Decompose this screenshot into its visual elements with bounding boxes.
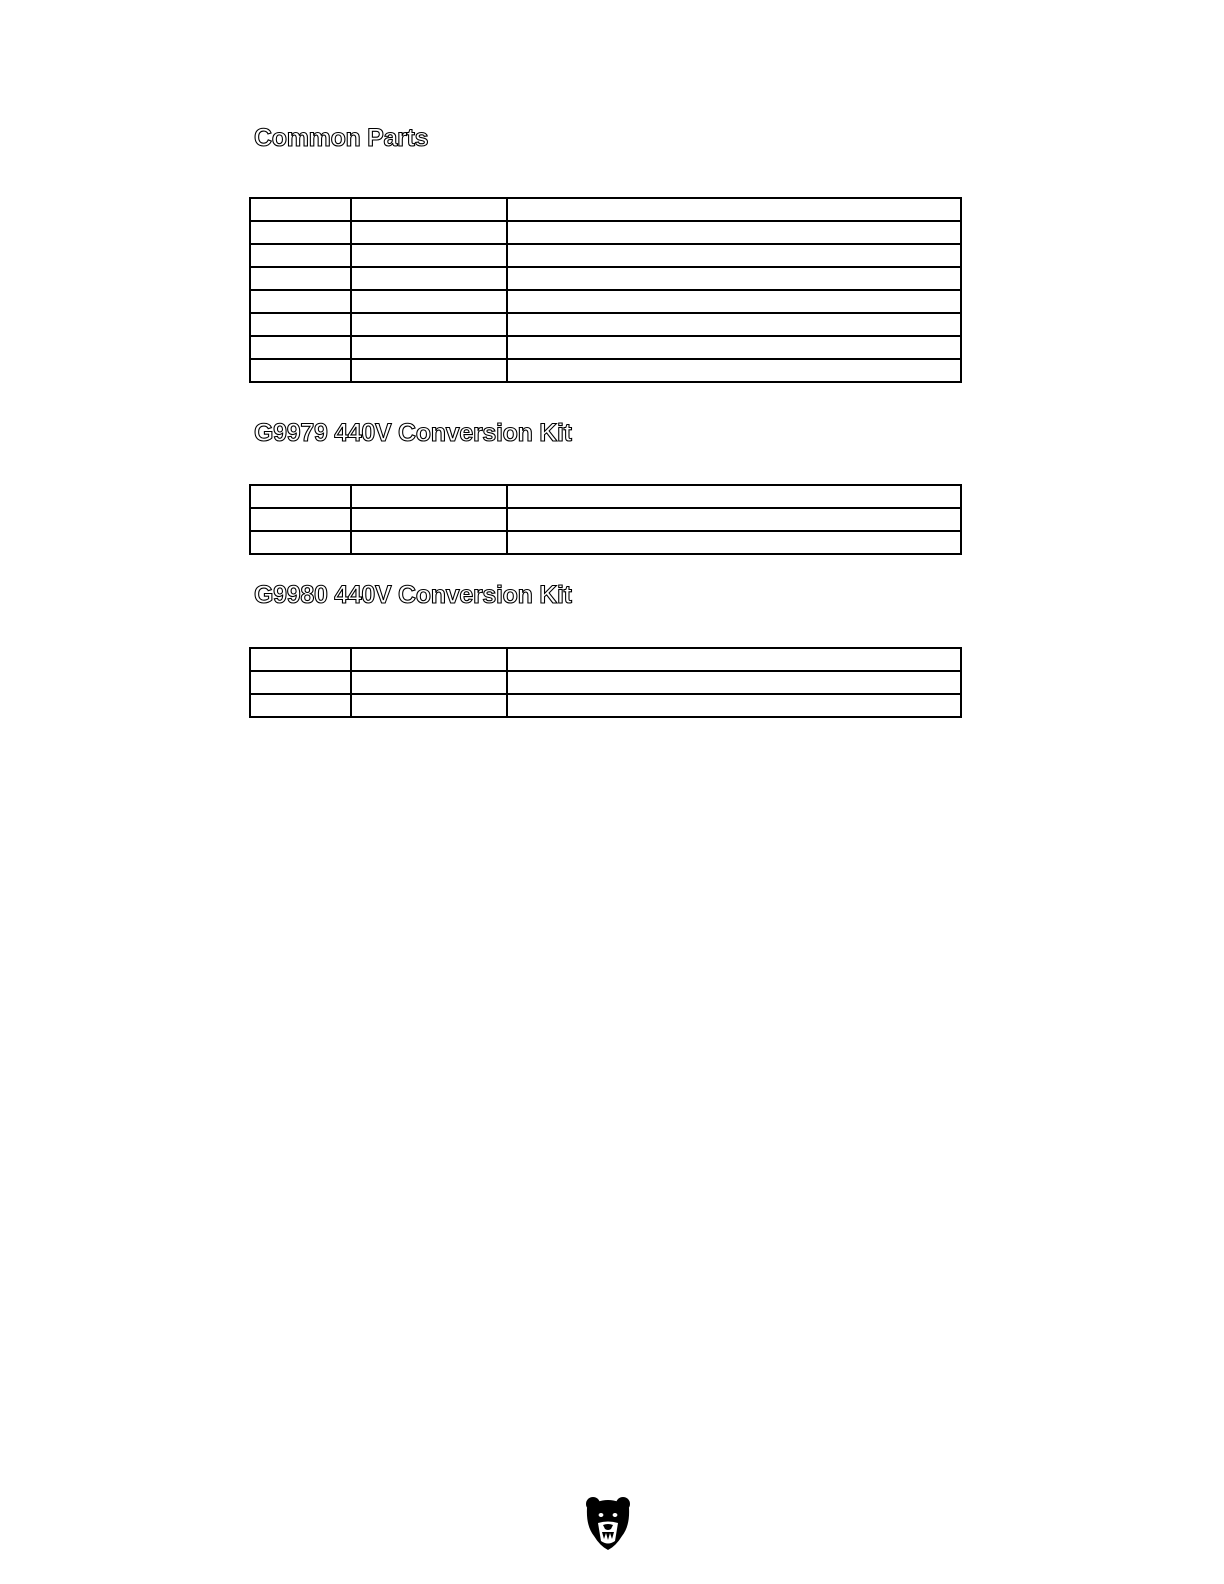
table-cell [507,485,961,508]
table-cell [507,198,961,221]
table-cell [351,290,507,313]
table-cell [351,313,507,336]
table-cell [351,671,507,694]
section-title-common-parts: Common Parts [254,124,429,152]
table-cell [351,648,507,671]
table-row [250,508,961,531]
table-cell [507,359,961,382]
table-row [250,531,961,554]
table-cell [250,531,351,554]
table-cell [507,336,961,359]
table-row [250,244,961,267]
table-cell [250,221,351,244]
table-cell [507,244,961,267]
bear-head-icon [584,1496,632,1550]
table-cell [507,671,961,694]
g9979-kit-table [249,484,962,555]
table-cell [250,267,351,290]
table-cell [351,485,507,508]
table-cell [351,267,507,290]
table-cell [351,359,507,382]
g9980-kit-table [249,647,962,718]
table-cell [351,531,507,554]
table-cell [507,648,961,671]
table-row [250,198,961,221]
table-cell [250,508,351,531]
table-cell [250,244,351,267]
table-cell [507,531,961,554]
table-cell [250,359,351,382]
section-title-g9979-kit: G9979 440V Conversion Kit [254,419,572,447]
table-cell [250,313,351,336]
table-cell [507,221,961,244]
table-cell [351,244,507,267]
table-cell [351,198,507,221]
table-cell [351,694,507,717]
table-row [250,671,961,694]
common-parts-table [249,197,962,383]
section-title-g9980-kit: G9980 440V Conversion Kit [254,581,572,609]
table-row [250,267,961,290]
table-cell [351,221,507,244]
table-cell [250,198,351,221]
table-row [250,336,961,359]
table-cell [507,694,961,717]
table-row [250,290,961,313]
table-cell [250,671,351,694]
table-cell [507,313,961,336]
table-cell [250,290,351,313]
table-cell [250,336,351,359]
table-cell [250,694,351,717]
table-cell [351,508,507,531]
table-cell [507,290,961,313]
table-cell [250,648,351,671]
table-row [250,694,961,717]
table-row [250,359,961,382]
table-row [250,648,961,671]
table-row [250,313,961,336]
table-cell [507,267,961,290]
table-cell [351,336,507,359]
table-cell [507,508,961,531]
table-row [250,485,961,508]
table-row [250,221,961,244]
table-cell [250,485,351,508]
